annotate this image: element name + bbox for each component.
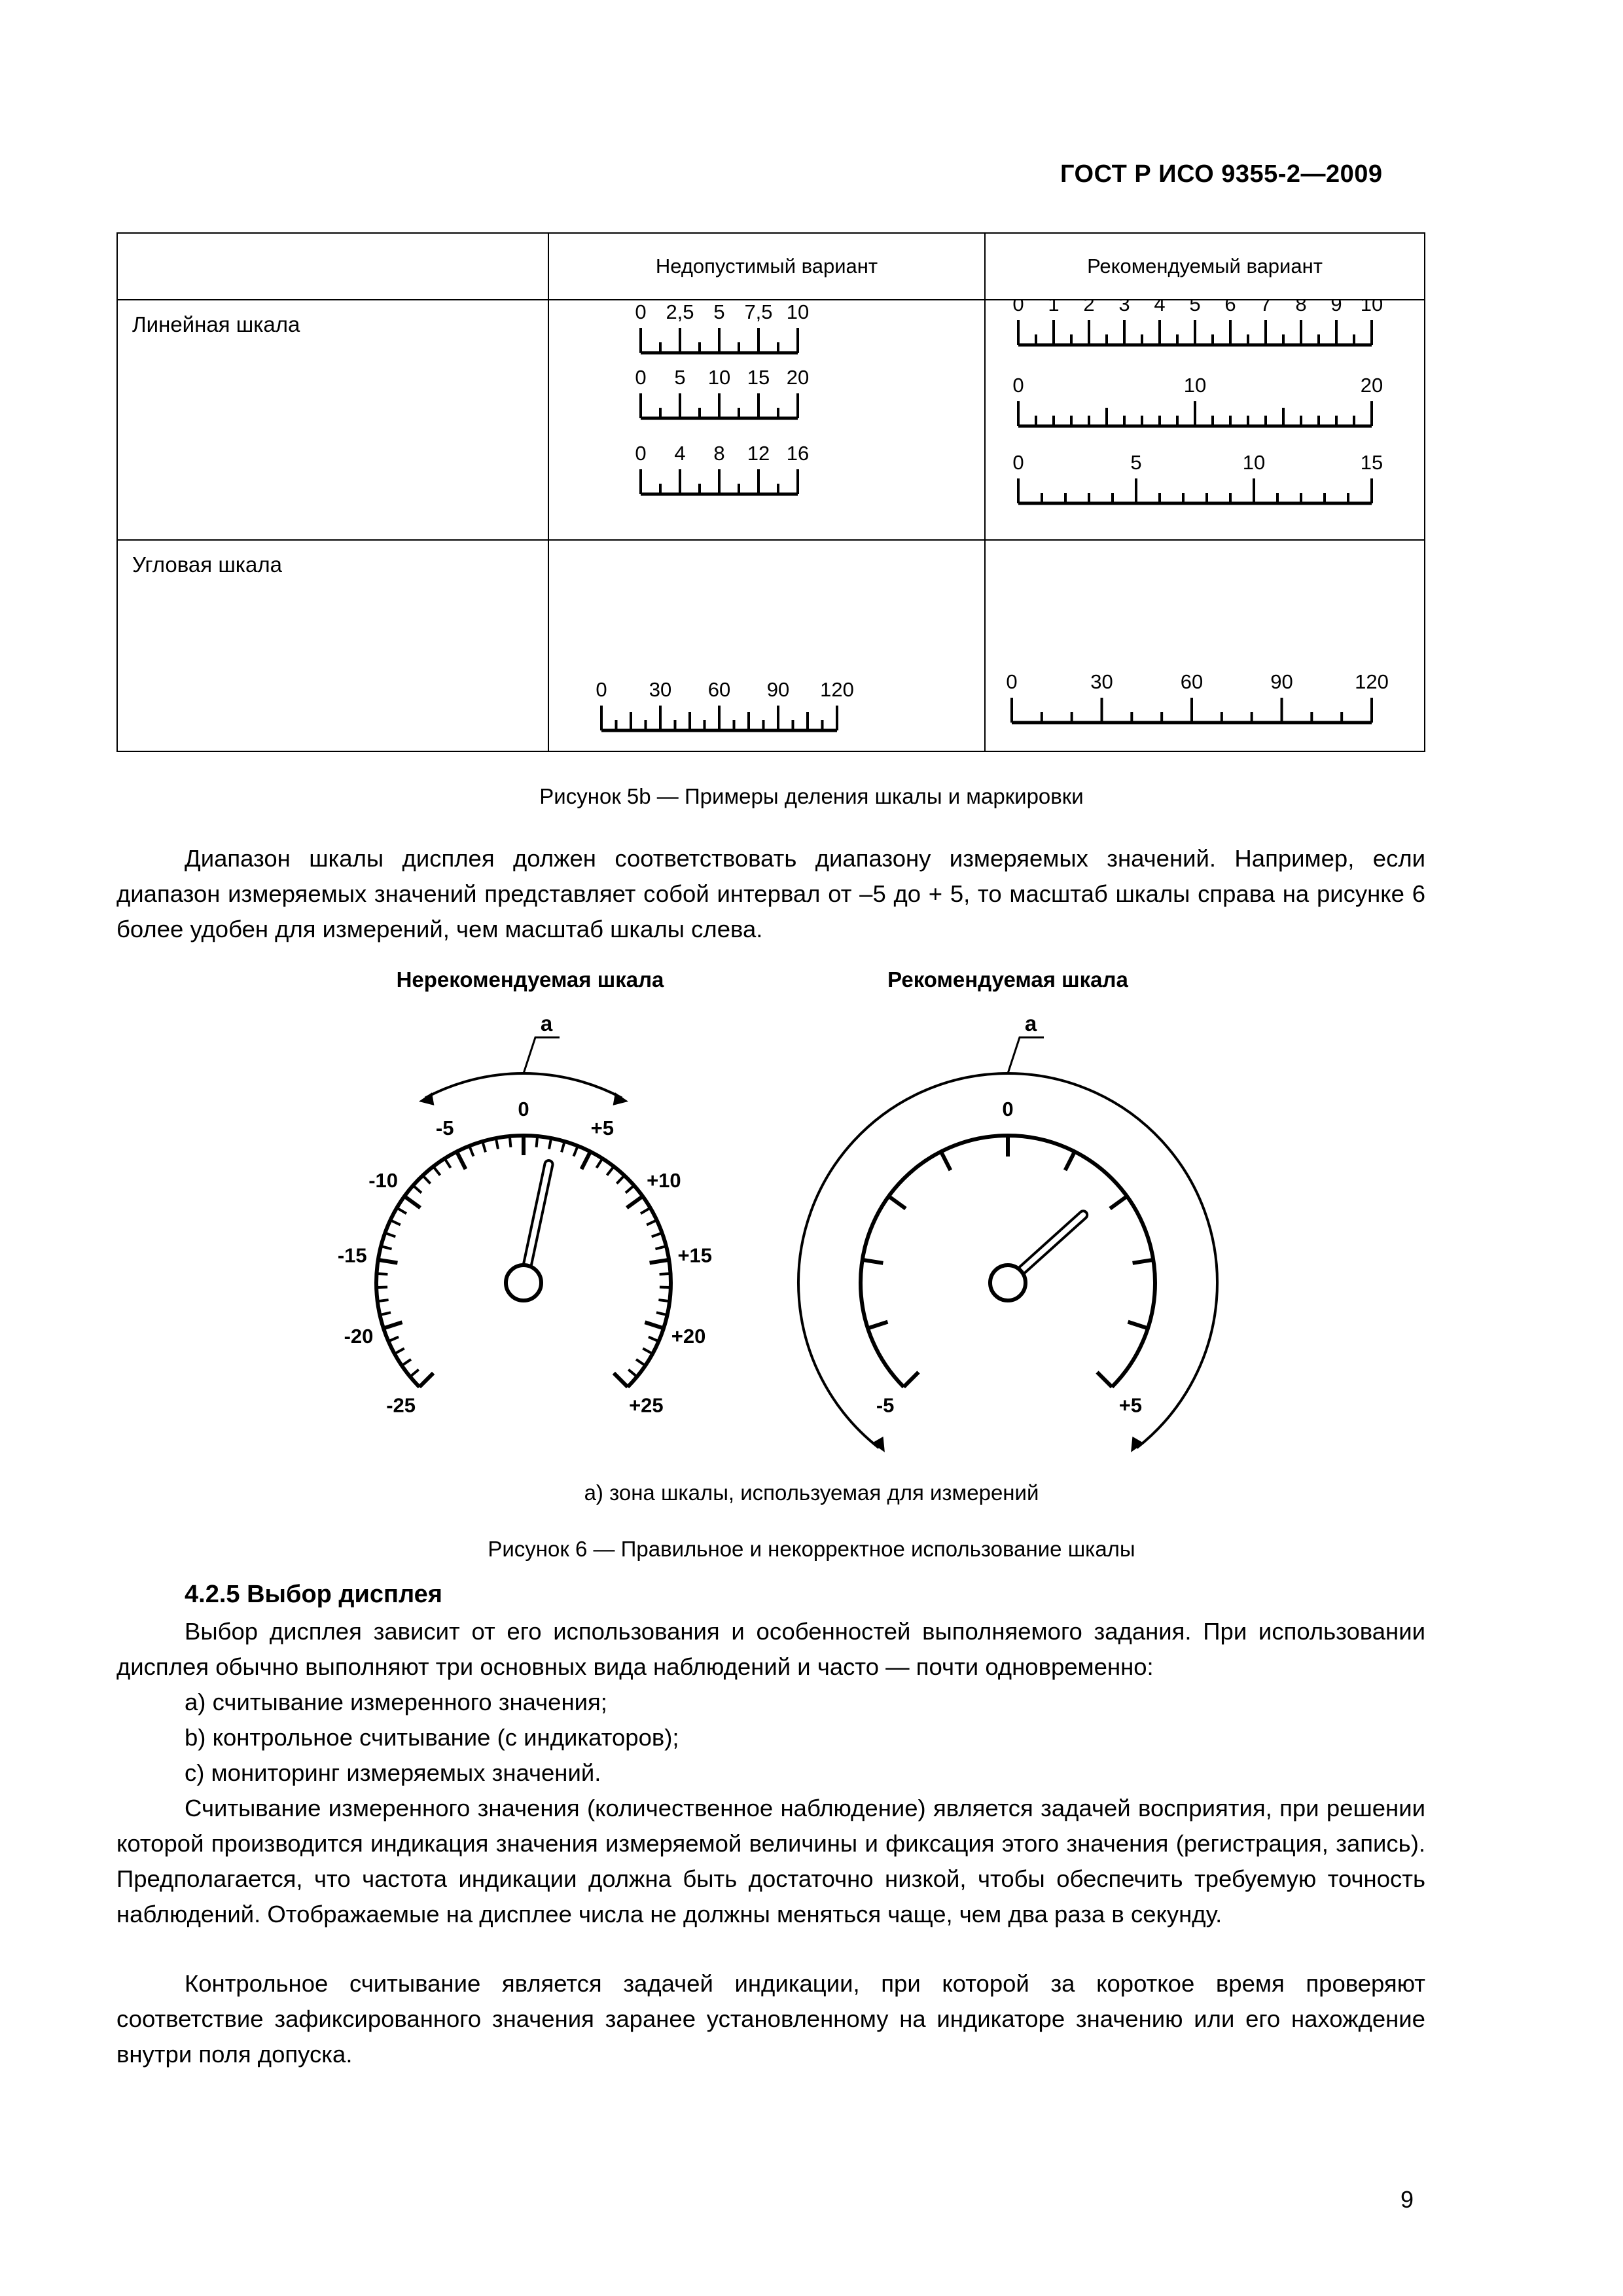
- table-row-linear: [117, 300, 1425, 540]
- right-dial-label: 0: [1002, 1098, 1014, 1121]
- left-dial-tick: [390, 1220, 400, 1225]
- scale-label: 90: [1270, 670, 1293, 693]
- left-dial-tick: [607, 1166, 613, 1175]
- list-item: с) мониторинг измеряемых значений.: [185, 1759, 601, 1786]
- scale-label: 2: [1083, 300, 1095, 315]
- scale-label: 5: [674, 366, 686, 389]
- left-dial-label: -25: [386, 1393, 416, 1417]
- scale-label: 1: [1048, 300, 1060, 315]
- scale-label: 0: [1006, 670, 1018, 693]
- left-dial-label: +10: [647, 1169, 681, 1193]
- paragraph-reading: Считывание измеренного значения (количественное наблюдение) является задачей восприятия, при решении которой производится индикация значения измеряемой величины и фиксация этого значения (регистрация, запись). Предполагается, что частота индикации должна быть достаточно низкой, чтобы обеспечить требуемую точность наблюдений. Отображаемые на дисплее числа не должны меняться чаще, чем два раза в секунду.: [116, 1795, 1425, 1928]
- scale-label: 0: [635, 366, 647, 389]
- angular-scale-recommended: [1006, 670, 1388, 723]
- left-dial-tick: [404, 1196, 420, 1208]
- column-header-unacceptable: Недопустимый вариант: [548, 233, 985, 300]
- left-dial-tick: [381, 1246, 391, 1249]
- scale-label: 20: [786, 366, 810, 389]
- left-dial-tick: [549, 1138, 551, 1149]
- left-dial-hub: [506, 1265, 541, 1300]
- right-dial-label: -5: [876, 1393, 895, 1417]
- linear-unacceptable-cell: [548, 300, 985, 540]
- left-dial-tick: [413, 1185, 421, 1193]
- left-dial-tick: [496, 1138, 498, 1149]
- left-dial-label: +15: [677, 1244, 713, 1267]
- left-dial-tick: [652, 1233, 662, 1237]
- scale-unacceptable-3: [635, 442, 809, 494]
- left-dial-tick: [596, 1158, 602, 1168]
- scale-label: 2,5: [666, 300, 694, 323]
- left-dial-label: -15: [337, 1244, 367, 1267]
- scale-label: 10: [707, 366, 731, 389]
- left-dial-needle-inner: [527, 1164, 548, 1264]
- angular-scale-unacceptable: [549, 541, 984, 747]
- right-dial-tick: [889, 1196, 906, 1209]
- scale-label: 12: [747, 442, 770, 465]
- right-dial-tick: [904, 1372, 919, 1387]
- left-dial-label: +20: [671, 1324, 706, 1348]
- right-dial-arc: [861, 1136, 1155, 1387]
- right-dial-hub: [990, 1265, 1026, 1300]
- right-dial-arrowhead-right: [1131, 1437, 1144, 1452]
- left-dial-tick: [510, 1136, 511, 1147]
- left-dial-label: -20: [344, 1324, 374, 1348]
- table-header-row: [117, 233, 1425, 300]
- left-dial-tick: [537, 1136, 538, 1147]
- scale-label: 9: [1330, 300, 1342, 315]
- right-dial-tick: [1133, 1260, 1154, 1263]
- scale-label: 4: [1154, 300, 1166, 315]
- scale-label: 120: [820, 678, 854, 701]
- scale-label: 30: [1090, 670, 1113, 693]
- scale-examples-table: [116, 232, 1425, 752]
- row-label-angular: Угловая шкала: [117, 540, 548, 751]
- left-dial-tick: [643, 1348, 652, 1354]
- right-dial-title: Рекомендуемая шкала: [887, 967, 1128, 992]
- left-range-arrowhead: [419, 1092, 434, 1105]
- standard-header: ГОСТ Р ИСО 9355-2—2009: [1060, 160, 1383, 188]
- left-dial-tick: [641, 1208, 651, 1213]
- scale-recommended-2: [1012, 374, 1383, 426]
- right-marker-leader: [1008, 1037, 1044, 1073]
- scale-label: 6: [1224, 300, 1236, 315]
- right-dial-tick: [941, 1152, 951, 1171]
- angular-scale-unacceptable: [596, 678, 853, 730]
- scale-recommended-1: [1012, 300, 1383, 345]
- scale-label: 15: [1360, 451, 1383, 474]
- scale-label: 10: [1183, 374, 1207, 397]
- scale-label: 0: [596, 678, 607, 701]
- scale-label: 8: [713, 442, 725, 465]
- scale-label: 10: [1360, 300, 1383, 315]
- left-dial-tick: [410, 1370, 419, 1377]
- left-dial-tick: [649, 1337, 659, 1342]
- scale-label: 0: [1012, 300, 1024, 315]
- left-dial-tick: [402, 1359, 411, 1366]
- left-dial-tick: [614, 1373, 628, 1387]
- left-dial-label: +5: [590, 1116, 614, 1139]
- left-marker-a: a: [540, 1011, 553, 1035]
- figure-6-dials: [275, 956, 1230, 1453]
- right-dial-tick: [1097, 1372, 1112, 1387]
- left-range-arrow: [425, 1073, 622, 1098]
- right-dial-tick: [863, 1260, 883, 1263]
- angular-unacceptable-cell: [548, 540, 985, 751]
- figure-6-caption: Рисунок 6 — Правильное и некорректное использование шкалы: [488, 1537, 1135, 1561]
- table-row-angular: [117, 540, 1425, 751]
- left-dial-tick: [627, 1196, 643, 1208]
- right-marker-a: a: [1024, 1011, 1037, 1035]
- figure-5b-caption: Рисунок 5b — Примеры деления шкалы и маркировки: [539, 784, 1084, 808]
- scale-label: 120: [1355, 670, 1389, 693]
- left-dial-tick: [636, 1359, 645, 1366]
- left-dial-tick: [385, 1233, 395, 1237]
- section-intro: Выбор дисплея зависит от его использования и особенностей выполняемого задания. При использовании дисплея обычно выполняют три основных вида наблюдений и часто — почти одновременно:: [116, 1618, 1425, 1680]
- right-dial-tick: [1065, 1152, 1075, 1171]
- scale-label: 5: [1130, 451, 1142, 474]
- scale-unacceptable-1: [635, 300, 809, 353]
- left-dial-tick: [574, 1146, 578, 1157]
- right-dial-tick: [1110, 1196, 1127, 1209]
- left-dial-title: Нерекомендуемая шкала: [396, 967, 664, 992]
- scale-label: 15: [747, 366, 770, 389]
- left-dial-tick: [582, 1152, 591, 1170]
- left-dial-tick: [469, 1146, 473, 1157]
- scale-label: 5: [1189, 300, 1201, 315]
- scale-label: 5: [713, 300, 725, 323]
- figure-6-footnote: а) зона шкалы, используемая для измерений: [584, 1480, 1039, 1505]
- left-dial-label: +25: [629, 1393, 664, 1417]
- scale-label: 60: [707, 678, 731, 701]
- linear-recommended-cell: [985, 300, 1425, 540]
- left-dial-label: -5: [435, 1116, 454, 1139]
- scale-label: 0: [635, 442, 647, 465]
- column-header-recommended: Рекомендуемый вариант: [985, 233, 1425, 300]
- list-item: b) контрольное считывание (с индикаторов);: [185, 1724, 679, 1751]
- right-dial-tick: [868, 1322, 887, 1329]
- scale-label: 0: [635, 300, 647, 323]
- left-dial-tick: [656, 1312, 668, 1315]
- left-dial-label: 0: [518, 1098, 529, 1121]
- scale-label: 0: [1012, 451, 1024, 474]
- left-marker-leader: [524, 1037, 560, 1073]
- angular-recommended-cell: [985, 540, 1425, 751]
- table-corner-cell: [117, 233, 548, 300]
- angular-scale-recommended: [986, 541, 1424, 747]
- left-dial-tick: [419, 1373, 433, 1387]
- left-dial-tick: [376, 1287, 387, 1288]
- section-heading: 4.2.5 Выбор дисплея: [185, 1581, 442, 1608]
- right-range-arrowhead: [613, 1092, 628, 1105]
- linear-scales-unacceptable: [549, 300, 984, 536]
- scale-recommended-3: [1012, 451, 1383, 503]
- list-item: а) считывание измеренного значения;: [185, 1689, 607, 1715]
- scale-label: 10: [786, 300, 810, 323]
- right-dial-label: +5: [1118, 1393, 1143, 1417]
- scale-label: 60: [1180, 670, 1204, 693]
- paragraph-scale-range: Диапазон шкалы дисплея должен соответствовать диапазону измеряемых значений. Например, если диапазон измеряемых значений представляет собой интервал от –5 до + 5, то масштаб шкалы справа на рисунке 6 более удобен для измерений, чем масштаб шкалы слева.: [116, 845, 1425, 942]
- scale-label: 8: [1295, 300, 1307, 315]
- left-dial-tick: [389, 1337, 399, 1342]
- scale-unacceptable-2: [635, 366, 809, 418]
- scale-label: 16: [786, 442, 810, 465]
- left-dial-tick: [650, 1260, 669, 1263]
- left-dial-tick: [616, 1175, 624, 1183]
- left-dial-tick: [383, 1322, 402, 1328]
- right-dial-needle-inner: [1022, 1215, 1083, 1270]
- left-dial-tick: [378, 1300, 389, 1301]
- scale-label: 90: [766, 678, 790, 701]
- left-dial-tick: [628, 1370, 637, 1377]
- left-dial-tick: [397, 1208, 406, 1213]
- left-dial-label: -10: [368, 1169, 399, 1193]
- left-dial-tick: [562, 1141, 565, 1152]
- left-dial-tick: [647, 1220, 656, 1225]
- left-dial-tick: [444, 1158, 450, 1168]
- scale-label: 7: [1260, 300, 1272, 315]
- linear-scales-recommended: [986, 300, 1424, 536]
- scale-label: 30: [649, 678, 672, 701]
- row-label-linear: Линейная шкала: [117, 300, 548, 540]
- scale-label: 4: [674, 442, 686, 465]
- right-dial-arrowhead-left: [872, 1437, 885, 1452]
- left-dial-tick: [380, 1312, 391, 1315]
- left-dial-tick: [378, 1260, 398, 1263]
- left-dial-tick: [655, 1246, 666, 1249]
- scale-label: 20: [1360, 374, 1383, 397]
- left-dial-tick: [645, 1322, 664, 1328]
- left-dial-tick: [658, 1300, 669, 1301]
- paragraph-check-reading: Контрольное считывание является задачей индикации, при которой за короткое время проверяют соответствие зафиксированного значения заранее установленному на индикаторе значению или его нахождение внутри поля допуска.: [116, 1970, 1425, 2068]
- scale-label: 3: [1118, 300, 1130, 315]
- page-number: 9: [1400, 2186, 1414, 2213]
- left-dial-tick: [395, 1348, 404, 1354]
- scale-label: 10: [1242, 451, 1266, 474]
- left-dial-tick: [423, 1175, 431, 1183]
- scale-label: 0: [1012, 374, 1024, 397]
- left-dial-tick: [433, 1166, 440, 1175]
- left-dial-tick: [626, 1185, 634, 1193]
- scale-label: 7,5: [744, 300, 773, 323]
- left-dial-tick: [660, 1287, 671, 1288]
- left-dial-tick: [482, 1141, 486, 1152]
- left-dial-tick: [457, 1152, 466, 1170]
- right-dial-tick: [1128, 1322, 1148, 1329]
